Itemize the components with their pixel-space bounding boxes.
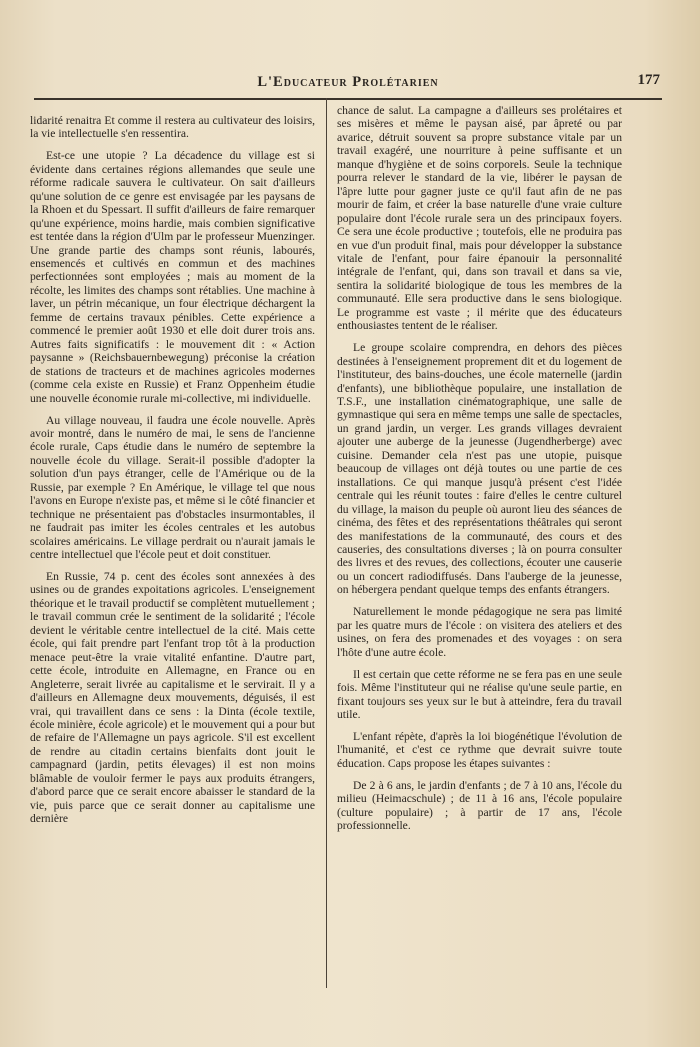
left-column	[30, 114, 315, 834]
paragraph: Il est certain que cette réforme ne se fera pas en une seule fois. Même l'instituteur qui ne réalise qu'une seule partie, en fixant toujours ses yeux sur le but à atteindre, fera du travail utile.	[337, 667, 622, 721]
paragraph: Au village nouveau, il faudra une école nouvelle. Après avoir montré, dans le numéro de mai, le sens de l'ancienne école rurale, Caps étudie dans le numéro de septembre la nouvelle école du village. Serait-il possible d'adopter la solution d'un pays étranger, celle de l'Amérique ou de la Russie, par exemple ? En Amérique, le village tel que nous l'avons en Europe n'existe pas, et même si le côté financier et technique ne présentaient pas d'obstacles insurmontables, il ne faudrait pas imiter les écoles centrales et les autobus scolaires américains. Le village perdrait ou n'aurait jamais le centre intellectuel que l'école peut et doit constituer.	[30, 413, 315, 562]
paragraph: En Russie, 74 p. cent des écoles sont annexées à des usines ou de grandes expoitations agricoles. L'enseignement théorique et le travail productif se complètent mutuellement ; le travail commun crée le sentiment de la solidarité ; l'école devient le véritable centre intellectuel de la cité. Mais cette école, qui fait prendre part l'enfant trop tôt à la production menace peut-être la vraie vitalité enfantine. D'autre part, cette école, introduite en Allemagne, en France ou en Angleterre, serait livrée au capitalisme et le servirait. Il y a d'ailleurs en Allemagne deux mouvements, déguisés, il est vrai, qui travaillent dans ce sens : la Dinta (école textile, école minière, école agricole) et le mouvement qui a pour but de refaire de l'Allemagne un pays agricole. S'il est excellent de rendre au citadin certains bienfaits dont jouit le campagnard (jardin, petits élevages) il est non moins blâmable de vouloir fermer le pays aux produits étrangers, d'abord parce que ce serait encore abaisser le standard de la vie, puis parce que ce serait donner au capitalisme une dernière	[30, 570, 315, 826]
paragraph: Est-ce une utopie ? La décadence du village est si évidente dans certaines régions allemandes que seule une réforme radicale sauvera le cultivateur. On sait d'ailleurs qu'une solution de ce genre est envisagée par les paysans de la Rhoen et du Spessart. Il suffit d'ailleurs de faire remarquer qu'une expérience, moins hardie, mais combien significative est tentée dans la région d'Ulm par le professeur Muenzinger. Une grande partie des champs sont réunis, labourés, ensemencés et cultivés en commun et des machines perfectionnées sont employées ; mais au moment de la récolte, les limites des champs sont rétablies. Une machine à laver, un pétrin mécanique, un four électrique déchargent la femme de certains travaux pénibles. Cette expérience a commencé le premier août 1930 et elle doit durer trois ans. Autres faits significatifs : le mouvement dit : « Action paysanne » (Reichsbauernbewegung) préconise la création de stations de tracteurs et de machines agricoles modernes (comme cela existe en Russie) et Franz Oppenheim étudie une nouvelle économie rurale mi-collective, mi individuelle.	[30, 149, 315, 405]
right-column	[337, 104, 622, 841]
paragraph: Le groupe scolaire comprendra, en dehors des pièces destinées à l'enseignement proprement dit et du logement de l'instituteur, des bains-douches, une école maternelle (jardin d'enfants), une bibliothèque populaire, une installation de T.S.F., une installation cinématographique, une salle de gymnastique qui sera en même temps une salle de spectacles, un grand jardin, un verger. Les grands villages devraient ajouter une auberge de la jeunesse (Jugendherberge) avec cuisine. Demander cela n'est pas une utopie, puisque beaucoup de villages ont déjà toutes ou une partie de ces installations. Ce qui manque jusqu'à présent c'est l'idée centrale qui les réunit toutes : faire d'elles le centre culturel du village, la maison du peuple où auront lieu des séances de cinéma, des fêtes et des représentations théâtrales qui seront des manifestations de la communauté, des cours et des causeries, des consultations diverses ; là on pourra consulter des livres et des revues, des collections, écouter une causerie ou un concert radiodiffusés. Dans l'auberge de la jeunesse, on hébergera pendant quelque temps des enfants étrangers.	[337, 341, 622, 597]
paragraph: lidarité renaitra Et comme il restera au cultivateur des loisirs, la vie intellectuelle s'en ressentira.	[30, 114, 315, 141]
paragraph: De 2 à 6 ans, le jardin d'enfants ; de 7 à 10 ans, l'école du milieu (Heimacschule) ; de 11 à 16 ans, l'école populaire (culture populaire) ; à partir de 17 ans, l'école professionnelle.	[337, 778, 622, 833]
page-header	[34, 68, 662, 100]
column-divider	[326, 98, 327, 988]
running-title: L'Educateur Prolétarien	[257, 74, 439, 90]
page-number: 177	[637, 72, 660, 88]
paragraph: Naturellement le monde pédagogique ne sera pas limité par les quatre murs de l'école : on visitera des ateliers et des usines, on fera des promenades et des voyages : on sera l'hôte d'une autre école.	[337, 605, 622, 659]
paragraph: chance de salut. La campagne a d'ailleurs ses prolétaires et ses misères et même le paysan aisé, par âpreté ou par avarice, détruit souvent sa propre substance vitale par un travail exagéré, une nourriture à peine suffisante et un manque d'hygiène et de soins corporels. Seule la technique pourra relever le standard de la vie, libérer le paysan de l'âpre lutte pour gagner juste ce qu'il faut afin de ne pas mourir de faim, et créer la base naturelle d'une vraie culture populaire dont l'école rurale sera un des principaux foyers. Ce sera une école productive ; toutefois, elle ne produira pas en vue d'un produit final, mais pour développer la substance vitale de l'enfant, pour faire épanouir la personnalité intégrale de l'enfant, qui, dans son travail et dans sa vie, sentira la solidarité biologique de tous les membres de la communauté. Elle sera productive dans le sens biologique. Le programme est vaste ; il mérite que des éducateurs enthousiastes tentent de le réaliser.	[337, 104, 622, 333]
paragraph: L'enfant répète, d'après la loi biogénétique l'évolution de l'humanité, et c'est ce rythme que devrait suivre toute éducation. Caps propose les étapes suivantes :	[337, 729, 622, 770]
